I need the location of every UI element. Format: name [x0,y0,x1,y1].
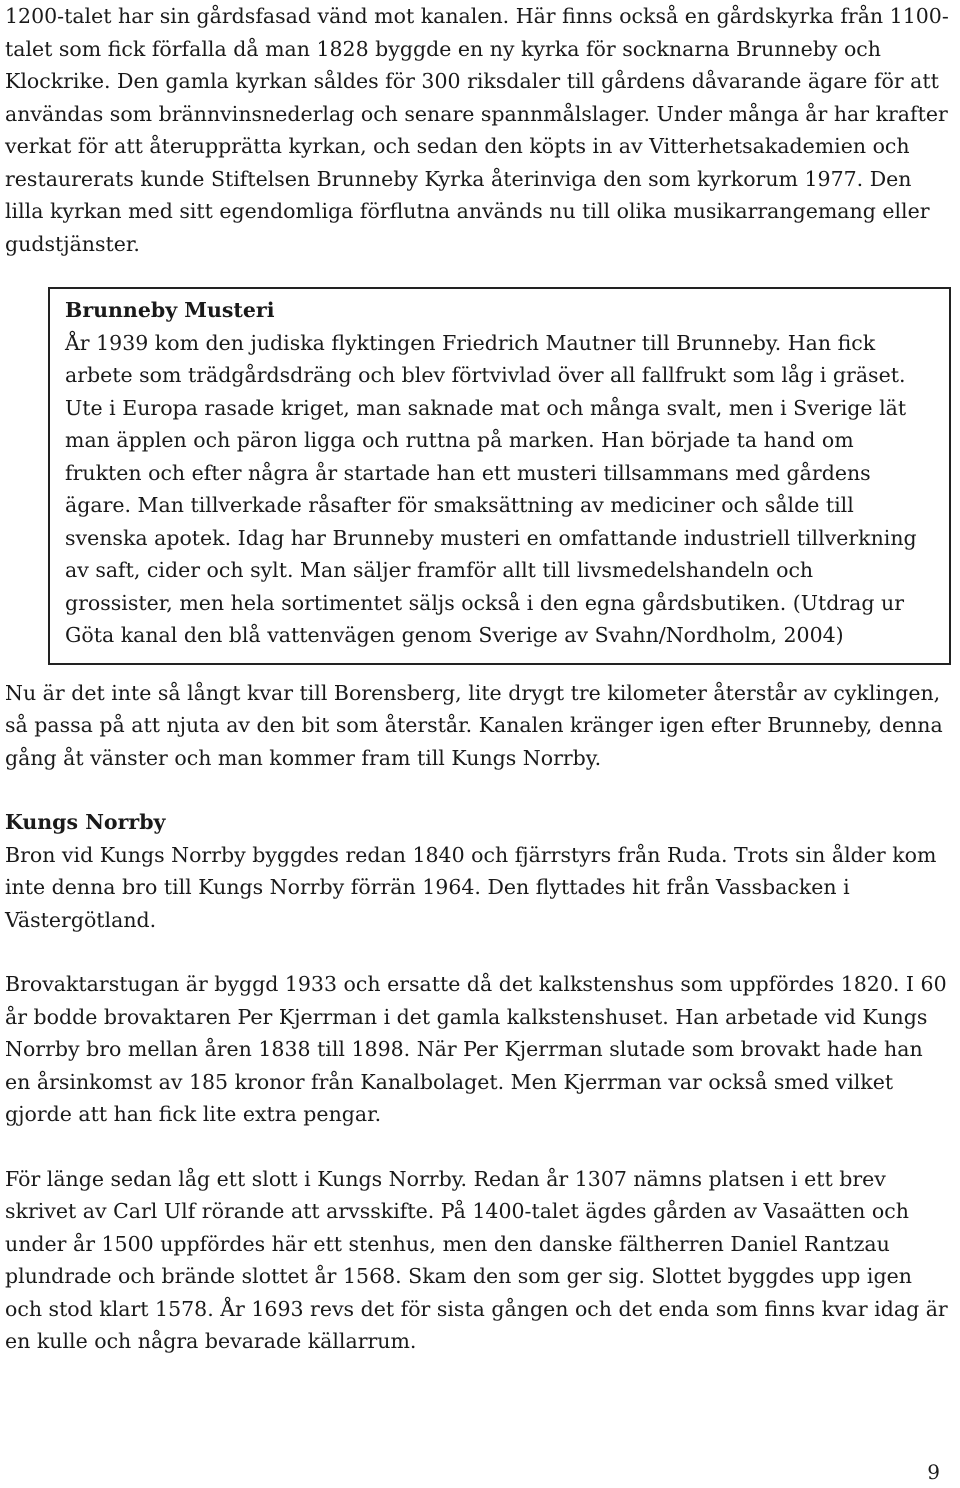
paragraph-bridge: Bron vid Kungs Norrby byggdes redan 1840 och fjärrstyrs från Ruda. Trots sin ålder kom inte denna bro till Kungs Norrby förrän 1964. Den flyttades hit från Vassbacken i Västergötland. [5,842,937,932]
intro-paragraph: 1200-talet har sin gårdsfasad vänd mot kanalen. Här finns också en gårdskyrka från 1100-talet som fick förfalla då man 1828 byggde en ny kyrka för socknarna Brunneby och Klockrike. Den gamla kyrkan såldes för 300 riksdaler till gårdens dåvarande ägare för att användas som brännvinsnederlag och senare spannmålslager. Under många år har krafter verkat för att återupprätta kyrkan, och sedan den köpts in av Vitterhetsakademien och restaurerats kunde Stiftelsen Brunneby Kyrka återinviga den som kyrkorum 1977. Den lilla kyrkan med sitt egendomliga förflutna används nu till olika musikarrangemang eller gudstjänster. [5,4,949,256]
document-page [5,0,950,1358]
box-body: År 1939 kom den judiska flyktingen Friedrich Mautner till Brunneby. Han fick arbete som trädgårdsdräng och blev förtvivlad över all fallfrukt som låg i gräset. Ute i Europa rasade kriget, man saknade mat och många svalt, men i Sverige lät man äpplen och päron ligga och ruttna på marken. Han började ta hand om frukten och efter några år startade han ett musteri tillsammans med gårdens ägare. Man tillverkade råsafter för smaksättning av mediciner och sålde till svenska apotek. Idag har Brunneby musteri en omfattande industriell tillverkning av saft, cider och sylt. Man säljer framför allt till livsmedelshandeln och grossister, men hela sortimentet säljs också i den egna gårdsbutiken. (Utdrag ur Göta kanal den blå vattenvägen genom Sverige av Svahn/Nordholm, 2004) [65,330,917,647]
paragraph-slott: För länge sedan låg ett slott i Kungs Norrby. Redan år 1307 nämns platsen i ett brev skrivet av Carl Ulf rörande att arvsskifte. På 1400-talet ägdes gården av Vasaätten och under år 1500 uppfördes här ett stenhus, men den danske fältherren Daniel Rantzau plundrade och brände slottet år 1568. Skam den som ger sig. Slottet byggdes upp igen och stod klart 1578. År 1693 revs det för sista gången och det enda som finns kvar idag är en kulle och några bevarade källarrum. [5,1166,948,1353]
kungs-norrby-section [5,806,950,1358]
box-title: Brunneby Musteri [65,298,275,322]
paragraph-brovaktarstugan: Brovaktarstugan är byggd 1933 och ersatte då det kalkstenshus som uppfördes 1820. I 60 år bodde brovaktaren Per Kjerrman i det gamla kalkstenshuset. Han arbetade vid Kungs Norrby bro mellan åren 1838 till 1898. När Per Kjerrman slutade som brovakt hade han en årsinkomst av 185 kronor från Kanalbolaget. Men Kjerrman var också smed vilket gjorde att han fick lite extra pengar. [5,972,947,1126]
page-number: 9 [927,1460,940,1484]
borensberg-paragraph: Nu är det inte så långt kvar till Borensberg, lite drygt tre kilometer återstår av cyklingen, så passa på att njuta av den bit som återstår. Kanalen kränger igen efter Brunneby, denna gång åt vänster och man kommer fram till Kungs Norrby. [5,680,943,770]
brunneby-musteri-box [48,287,951,665]
section-heading: Kungs Norrby [5,810,166,834]
